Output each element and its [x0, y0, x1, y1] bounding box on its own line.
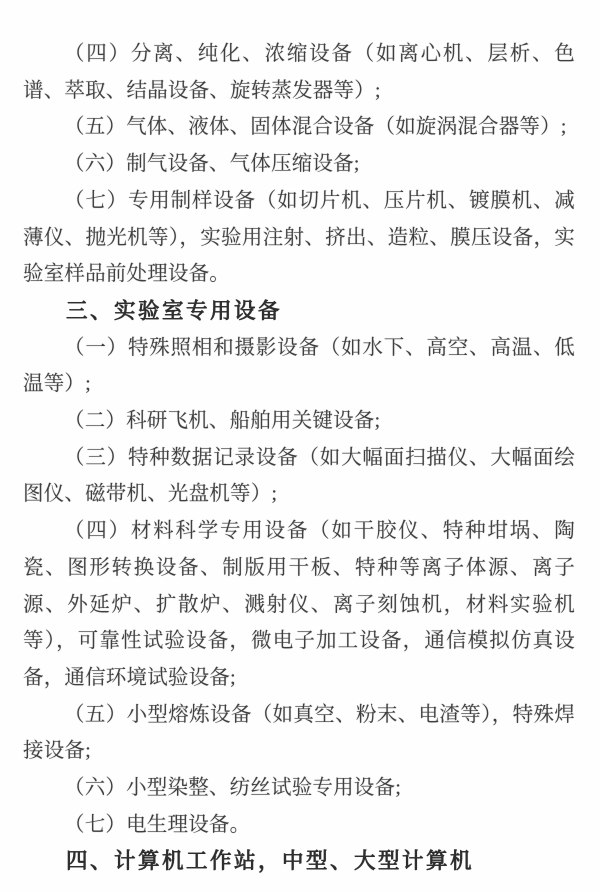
list-item-5-mixing-equipment: （五）气体、液体、固体混合设备（如旋涡混合器等）; [64, 116, 567, 139]
list-item-1-photography-equipment: （一）特殊照相和摄影设备（如水下、高空、高温、低温等）; [23, 336, 575, 396]
list-item-5-smelting-equipment: （五）小型熔炼设备（如真空、粉末、电渣等），特殊焊接设备; [23, 703, 575, 763]
list-item-7-sampling-equipment: （七）专用制样设备（如切片机、压片机、镀膜机、减薄仪、抛光机等），实验用注射、挤出、造粒、膜压设备，实验室样品前处理设备。 [23, 189, 575, 286]
list-item-7-electrophysiology: （七）电生理设备。 [64, 813, 251, 836]
list-item-2-aircraft-equipment: （二）科研飞机、船舶用关键设备; [64, 410, 381, 433]
list-item-6-dyeing-equipment: （六）小型染整、纺丝试验专用设备; [64, 777, 402, 800]
list-item-3-data-recording: （三）特种数据记录设备（如大幅面扫描仪、大幅面绘图仪、磁带机、光盘机等）; [23, 446, 575, 506]
list-item-4-materials-science: （四）材料科学专用设备（如干胶仪、特种坩埚、陶瓷、图形转换设备、制版用干板、特种等离子体源、离子源、外延炉、扩散炉、溅射仪、离子刻蚀机，材料实验机等），可靠性试验设备，微电子加工设备，通信模拟仿真设备，通信环境试验设备; [23, 520, 575, 689]
list-item-4-separation-equipment: （四）分离、纯化、浓缩设备（如离心机、层析、色谱、萃取、结晶设备、旋转蒸发器等）; [23, 43, 575, 102]
section-heading-4-computers: 四、计算机工作站，中型、大型计算机 [66, 849, 475, 874]
section-heading-3-lab-equipment: 三、实验室专用设备 [66, 298, 283, 323]
list-item-6-gas-equipment: （六）制气设备、气体压缩设备; [64, 153, 360, 176]
